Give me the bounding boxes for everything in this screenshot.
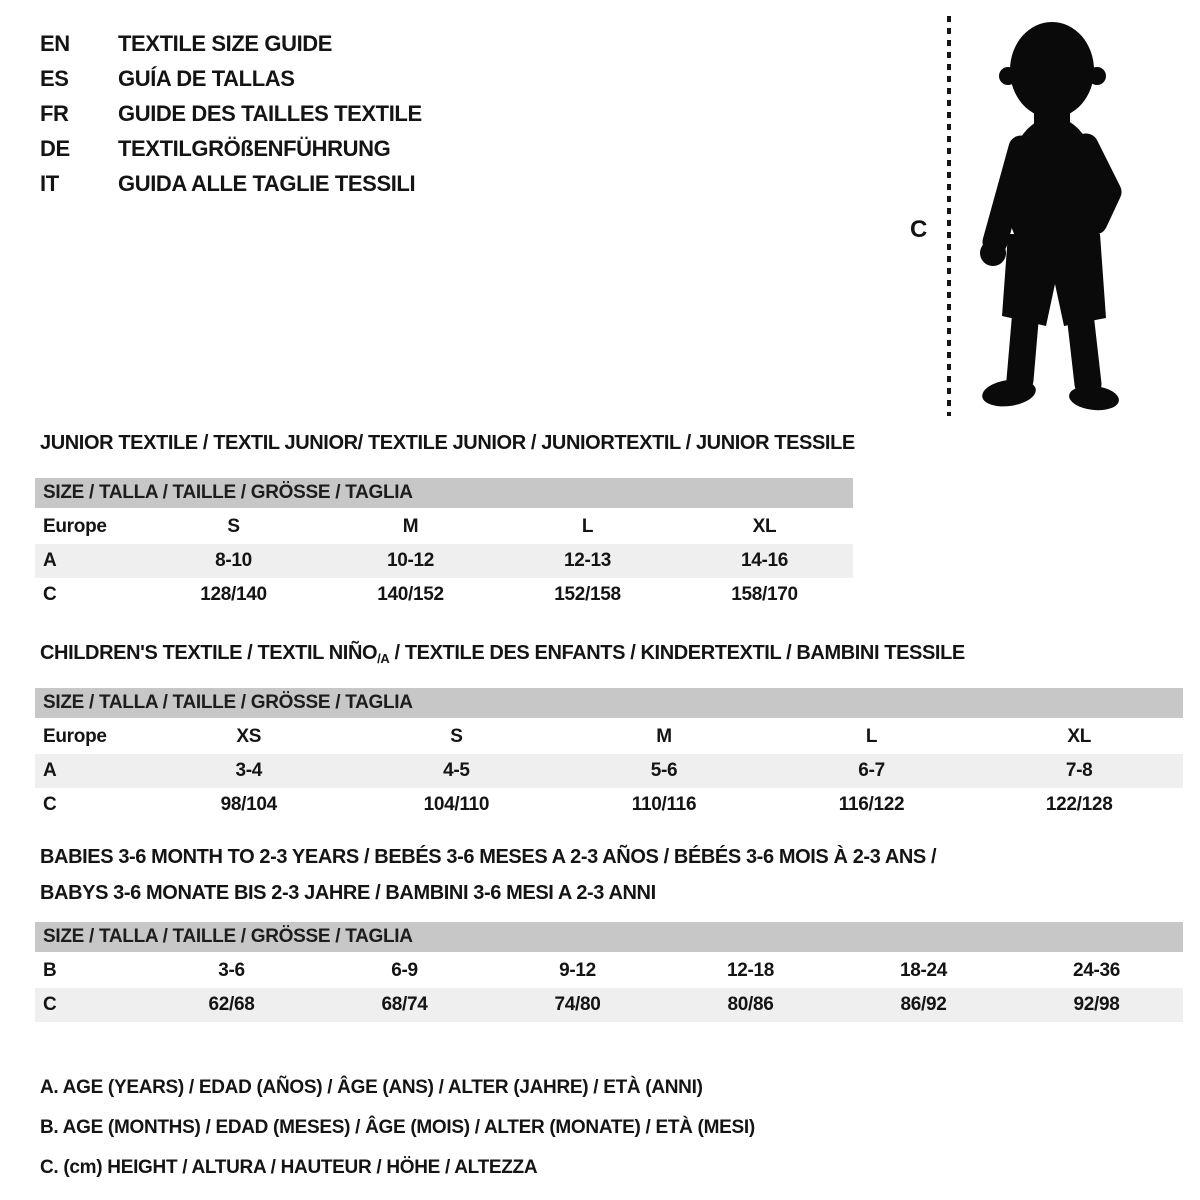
language-row-it [40, 166, 422, 201]
size-cell: XL [1067, 726, 1092, 747]
children-title-subscript: /A [377, 651, 390, 666]
legend-line-c: C. (cm) HEIGHT / ALTURA / HAUTEUR / HÖHE / ALTEZZA [40, 1157, 538, 1178]
row-label: C [43, 994, 57, 1015]
height-cell: 86/92 [900, 994, 947, 1015]
row-label: Europe [43, 516, 107, 537]
babies-size-band: SIZE / TALLA / TAILLE / GRÖSSE / TAGLIA [35, 922, 1183, 952]
babies-section-title-line1: BABIES 3-6 MONTH TO 2-3 YEARS / BEBÉS 3-6 MESES A 2-3 AÑOS / BÉBÉS 3-6 MOIS À 2-3 ANS / [40, 846, 937, 868]
size-cell: M [402, 516, 419, 537]
table-row [35, 510, 853, 544]
height-measure-dashed-line [947, 16, 951, 416]
age-cell: 4-5 [443, 760, 470, 781]
size-cell: S [227, 516, 240, 537]
legend-line-a: A. AGE (YEARS) / EDAD (AÑOS) / ÂGE (ANS) / ALTER (JAHRE) / ETÀ (ANNI) [40, 1077, 703, 1098]
height-cell: 128/140 [200, 584, 267, 605]
row-label: A [43, 760, 57, 781]
height-measure-label: C [910, 216, 928, 243]
junior-size-table [35, 478, 853, 612]
age-cell: 10-12 [386, 550, 435, 571]
language-row-en [40, 26, 422, 61]
age-cell: 5-6 [650, 760, 678, 781]
table-row [35, 988, 1183, 1022]
height-cell: 152/158 [554, 584, 621, 605]
age-cell: 8-10 [215, 550, 252, 571]
table-row [35, 578, 853, 612]
toddler-silhouette-illustration [962, 12, 1146, 420]
children-size-band: SIZE / TALLA / TAILLE / GRÖSSE / TAGLIA [35, 688, 1183, 718]
junior-section-title: JUNIOR TEXTILE / TEXTIL JUNIOR/ TEXTILE JUNIOR / JUNIORTEXTIL / JUNIOR TESSILE [40, 432, 855, 454]
height-cell: 122/128 [1045, 794, 1113, 815]
height-cell: 116/122 [838, 794, 905, 815]
table-row [35, 954, 1183, 988]
language-title: GUÍA DE TALLAS [118, 65, 295, 91]
age-cell: 12-13 [563, 550, 612, 571]
children-size-table [35, 688, 1183, 822]
language-title: GUIDA ALLE TAGLIE TESSILI [118, 170, 416, 196]
language-code: DE [40, 135, 70, 161]
age-cell: 3-6 [218, 960, 245, 981]
children-section-title [40, 642, 965, 666]
language-title: TEXTILE SIZE GUIDE [118, 30, 333, 56]
legend [40, 1068, 755, 1188]
size-cell: XS [236, 726, 262, 747]
row-label: C [43, 584, 57, 605]
height-cell: 158/170 [731, 584, 798, 605]
language-list [40, 26, 422, 201]
size-cell: S [450, 726, 463, 747]
age-cell: 6-9 [391, 960, 418, 981]
table-row [35, 720, 1183, 754]
height-cell: 62/68 [208, 994, 255, 1015]
size-cell: M [656, 726, 672, 747]
row-label: B [43, 960, 57, 981]
height-cell: 110/116 [631, 794, 697, 815]
age-cell: 7-8 [1065, 760, 1093, 781]
language-code: EN [40, 30, 70, 56]
height-cell: 92/98 [1073, 994, 1120, 1015]
height-cell: 74/80 [554, 994, 601, 1015]
age-cell: 24-36 [1072, 960, 1121, 981]
language-code: ES [40, 65, 69, 91]
row-label: Europe [43, 726, 107, 747]
language-row-es [40, 61, 422, 96]
table-row [35, 788, 1183, 822]
row-label: A [43, 550, 57, 571]
age-cell: 14-16 [740, 550, 789, 571]
children-title-pre: CHILDREN'S TEXTILE / TEXTIL NIÑO [40, 642, 378, 664]
row-label: C [43, 794, 57, 815]
size-cell: XL [752, 516, 777, 537]
language-title: TEXTILGRÖßENFÜHRUNG [118, 135, 391, 161]
language-code: IT [40, 170, 59, 196]
age-cell: 18-24 [899, 960, 948, 981]
language-row-fr [40, 96, 422, 131]
children-title-post: / TEXTILE DES ENFANTS / KINDERTEXTIL / BAMBINI TESSILE [389, 642, 965, 664]
age-cell: 6-7 [858, 760, 885, 781]
babies-size-table [35, 922, 1183, 1022]
height-cell: 68/74 [381, 994, 428, 1015]
height-cell: 80/86 [727, 994, 774, 1015]
age-cell: 12-18 [726, 960, 775, 981]
size-cell: L [865, 726, 878, 747]
legend-line-b: B. AGE (MONTHS) / EDAD (MESES) / ÂGE (MOIS) / ALTER (MONATE) / ETÀ (MESI) [40, 1117, 755, 1138]
table-row [35, 544, 853, 578]
babies-section-title-line2: BABYS 3-6 MONATE BIS 2-3 JAHRE / BAMBINI 3-6 MESI A 2-3 ANNI [40, 882, 656, 904]
language-code: FR [40, 100, 69, 126]
junior-size-band: SIZE / TALLA / TAILLE / GRÖSSE / TAGLIA [35, 478, 853, 508]
height-cell: 104/110 [423, 794, 490, 815]
age-cell: 3-4 [235, 760, 263, 781]
language-title: GUIDE DES TAILLES TEXTILE [118, 100, 422, 126]
age-cell: 9-12 [559, 960, 596, 981]
table-row [35, 754, 1183, 788]
height-cell: 98/104 [220, 794, 277, 815]
height-cell: 140/152 [377, 584, 444, 605]
size-cell: L [581, 516, 594, 537]
language-row-de [40, 131, 422, 166]
